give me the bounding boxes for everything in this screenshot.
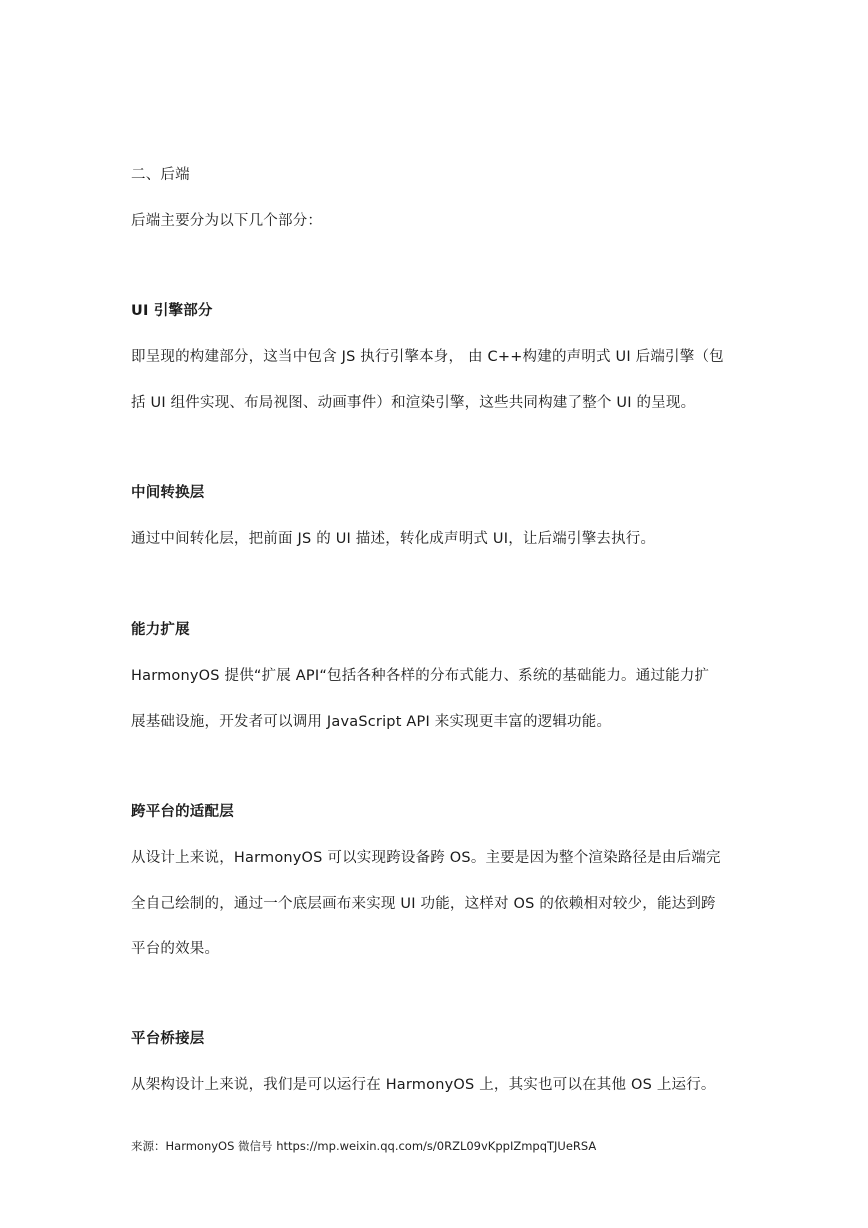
heading-cross-platform-layer: 跨平台的适配层: [131, 804, 234, 820]
section-title: 二、后端: [131, 167, 190, 183]
heading-platform-bridge: 平台桥接层: [131, 1031, 205, 1047]
paragraph-line: 平台的效果。: [131, 941, 220, 957]
heading-middle-layer: 中间转换层: [131, 485, 205, 501]
intro-paragraph: 后端主要分为以下几个部分：: [131, 213, 323, 229]
source-footer: [131, 1138, 596, 1154]
paragraph-line: 即呈现的构建部分，这当中包含 JS 执行引擎本身， 由 C++构建的声明式 UI 后端引擎（包: [131, 349, 724, 365]
paragraph-line: HarmonyOS 提供“扩展 API“包括各种各样的分布式能力、系统的基础能力。通过能力扩: [131, 668, 710, 684]
paragraph-line: 从架构设计上来说，我们是可以运行在 HarmonyOS 上，其实也可以在其他 OS 上运行。: [131, 1077, 716, 1093]
paragraph-line: 全自己绘制的，通过一个底层画布来实现 UI 功能，这样对 OS 的依赖相对较少，能达到跨: [131, 896, 716, 912]
source-text: HarmonyOS 微信号 https://mp.weixin.qq.com/s/0RZL09vKppIZmpqTJUeRSA: [165, 1139, 597, 1153]
paragraph-line: 从设计上来说，HarmonyOS 可以实现跨设备跨 OS。主要是因为整个渲染路径是由后端完: [131, 850, 721, 866]
heading-ui-engine: UI 引擎部分: [131, 303, 213, 319]
paragraph-line: 通过中间转化层，把前面 JS 的 UI 描述，转化成声明式 UI，让后端引擎去执行。: [131, 531, 656, 547]
heading-capability-extension: 能力扩展: [131, 622, 190, 638]
source-label: 来源：: [131, 1139, 166, 1153]
paragraph-line: 括 UI 组件实现、布局视图、动画事件）和渲染引擎，这些共同构建了整个 UI 的呈现。: [131, 395, 696, 411]
paragraph-line: 展基础设施，开发者可以调用 JavaScript API 来实现更丰富的逻辑功能。: [131, 714, 612, 730]
